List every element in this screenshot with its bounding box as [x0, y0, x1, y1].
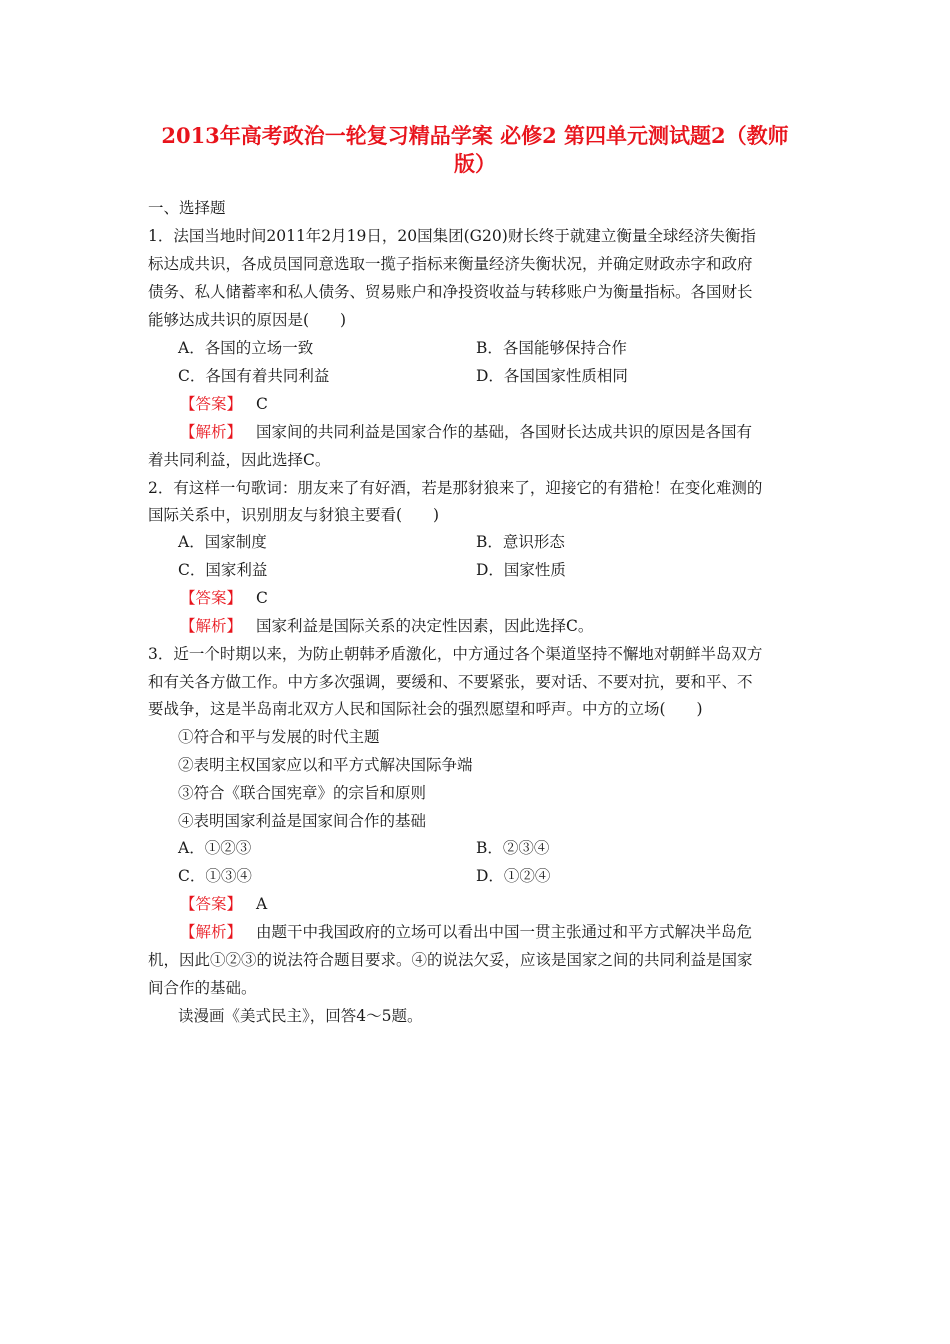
q1-analysis-line-2: 着共同利益，因此选择C。: [148, 451, 331, 469]
q1-answer-label: 【答案】: [180, 395, 243, 413]
q1-line-4: 能够达成共识的原因是( ): [148, 311, 347, 329]
q3-statement-3: ③符合《联合国宪章》的宗旨和原则: [178, 784, 427, 802]
q1-analysis-line-1: 国家间的共同利益是国家合作的基础，各国财长达成共识的原因是各国有: [256, 423, 753, 441]
q1-line-3: 债务、私人储蓄率和私人债务、贸易账户和净投资收益与转移账户为衡量指标。各国财长: [148, 283, 753, 301]
q3-statement-4: ④表明国家利益是国家间合作的基础: [178, 812, 427, 830]
q3-option-b: B．②③④: [476, 839, 550, 857]
q2-option-c: C．国家利益: [178, 561, 268, 579]
q1-option-b: B．各国能够保持合作: [476, 339, 627, 357]
q2-option-a: A．国家制度: [178, 533, 267, 551]
q3-line-3: 要战争，这是半岛南北双方人民和国际社会的强烈愿望和呼声。中方的立场( ): [148, 700, 703, 718]
q3-answer-row: [180, 894, 267, 914]
q1-option-c: C．各国有着共同利益: [178, 367, 330, 385]
q2-line-1: 2．有这样一句歌词：朋友来了有好酒，若是那豺狼来了，迎接它的有猎枪！在变化难测的: [148, 479, 763, 497]
title-line-1: 2013年高考政治一轮复习精品学案 必修2 第四单元测试题2（教师: [161, 123, 789, 148]
q3-option-d: D．①②④: [476, 867, 551, 885]
q3-option-a: A．①②③: [178, 839, 252, 857]
q1-answer-value: C: [256, 395, 268, 413]
q2-answer-row: [180, 588, 268, 608]
q3-analysis-line-2: 机，因此①②③的说法符合题目要求。④的说法欠妥，应该是国家之间的共同利益是国家: [148, 951, 753, 969]
q2-answer-value: C: [256, 589, 268, 607]
q1-analysis-label: 【解析】: [180, 423, 243, 441]
q3-option-c: C．①③④: [178, 867, 252, 885]
closing-instruction: 读漫画《美式民主》，回答4～5题。: [178, 1007, 423, 1025]
q2-option-b: B．意识形态: [476, 533, 565, 551]
q1-line-1: 1．法国当地时间2011年2月19日，20国集团(G20)财长终于就建立衡量全球经济失衡指: [148, 227, 756, 245]
q3-analysis-label: 【解析】: [180, 923, 243, 941]
q3-line-2: 和有关各方做工作。中方多次强调，要缓和、不要紧张，要对话、不要对抗，要和平、不: [148, 673, 753, 691]
page-title: [130, 122, 820, 178]
q1-line-2: 标达成共识，各成员国同意选取一揽子指标来衡量经济失衡状况，并确定财政赤字和政府: [148, 255, 753, 273]
q3-answer-label: 【答案】: [180, 895, 243, 913]
q2-analysis-row: [180, 616, 593, 636]
q2-line-2: 国际关系中，识别朋友与豺狼主要看( ): [148, 506, 440, 524]
q3-analysis-line-1: 由题干中我国政府的立场可以看出中国一贯主张通过和平方式解决半岛危: [256, 923, 753, 941]
q2-analysis-line-1: 国家利益是国际关系的决定性因素，因此选择C。: [256, 617, 594, 635]
q3-answer-value: A: [256, 895, 268, 913]
q3-statement-1: ①符合和平与发展的时代主题: [178, 728, 380, 746]
q2-analysis-label: 【解析】: [180, 617, 243, 635]
q1-option-a: A．各国的立场一致: [178, 339, 314, 357]
q1-analysis-row: [180, 422, 752, 442]
q3-statement-2: ②表明主权国家应以和平方式解决国际争端: [178, 756, 473, 774]
q3-line-1: 3．近一个时期以来，为防止朝韩矛盾激化，中方通过各个渠道坚持不懈地对朝鲜半岛双方: [148, 645, 763, 663]
q1-option-d: D．各国国家性质相同: [476, 367, 628, 385]
q2-answer-label: 【答案】: [180, 589, 243, 607]
section-heading: 一、选择题: [148, 199, 226, 217]
q3-analysis-row: [180, 922, 752, 942]
q1-answer-row: [180, 394, 268, 414]
title-line-2: 版）: [454, 151, 496, 176]
q3-analysis-line-3: 间合作的基础。: [148, 979, 257, 997]
q2-option-d: D．国家性质: [476, 561, 566, 579]
